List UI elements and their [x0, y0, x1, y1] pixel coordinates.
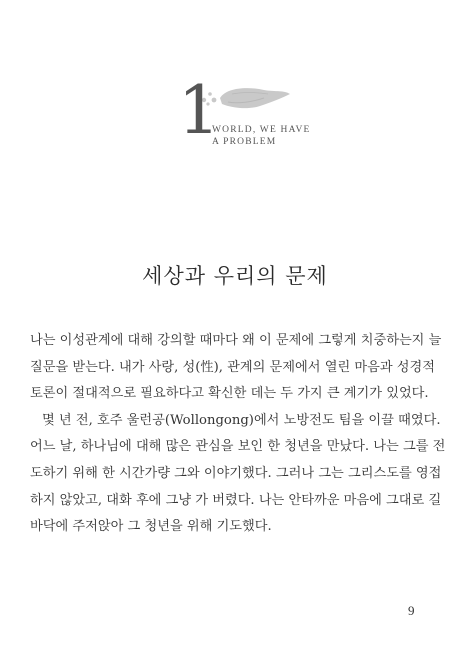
- chapter-subtitle-line-2: A PROBLEM: [212, 137, 277, 147]
- body-line: 도하기 위해 한 시간가량 그와 이야기했다. 그러나 그는 그리스도를 영접: [30, 465, 442, 481]
- chapter-subtitle: [212, 124, 311, 148]
- section-heading: 세상과 우리의 문제: [142, 264, 328, 288]
- chapter-number: 1: [178, 72, 220, 149]
- chapter-subtitle-line-1: WORLD, WE HAVE: [212, 125, 311, 135]
- body-line: 바닥에 주저앉아 그 청년을 위해 기도했다.: [30, 519, 272, 535]
- page-number: 9: [408, 603, 415, 618]
- body-line: 질문을 받는다. 내가 사랑, 성(性), 관계의 문제에서 열린 마음과 성경적: [30, 359, 435, 375]
- body-line: 토론이 절대적으로 필요하다고 확신한 데는 두 가지 큰 계기가 있었다.: [30, 386, 429, 402]
- body-line: 어느 날, 하나님에 대해 많은 관심을 보인 한 청년을 만났다. 나는 그를 전: [30, 439, 446, 455]
- body-line: 몇 년 전, 호주 울런공(Wollongong)에서 노방전도 팀을 이끌 때였다.: [42, 412, 441, 428]
- body-text: [30, 328, 455, 541]
- body-line: 나는 이성관계에 대해 강의할 때마다 왜 이 문제에 그렇게 치중하는지 늘: [30, 333, 442, 348]
- body-line: 하지 않았고, 대화 후에 그냥 가 버렸다. 나는 안타까운 마음에 그대로 길: [30, 492, 442, 508]
